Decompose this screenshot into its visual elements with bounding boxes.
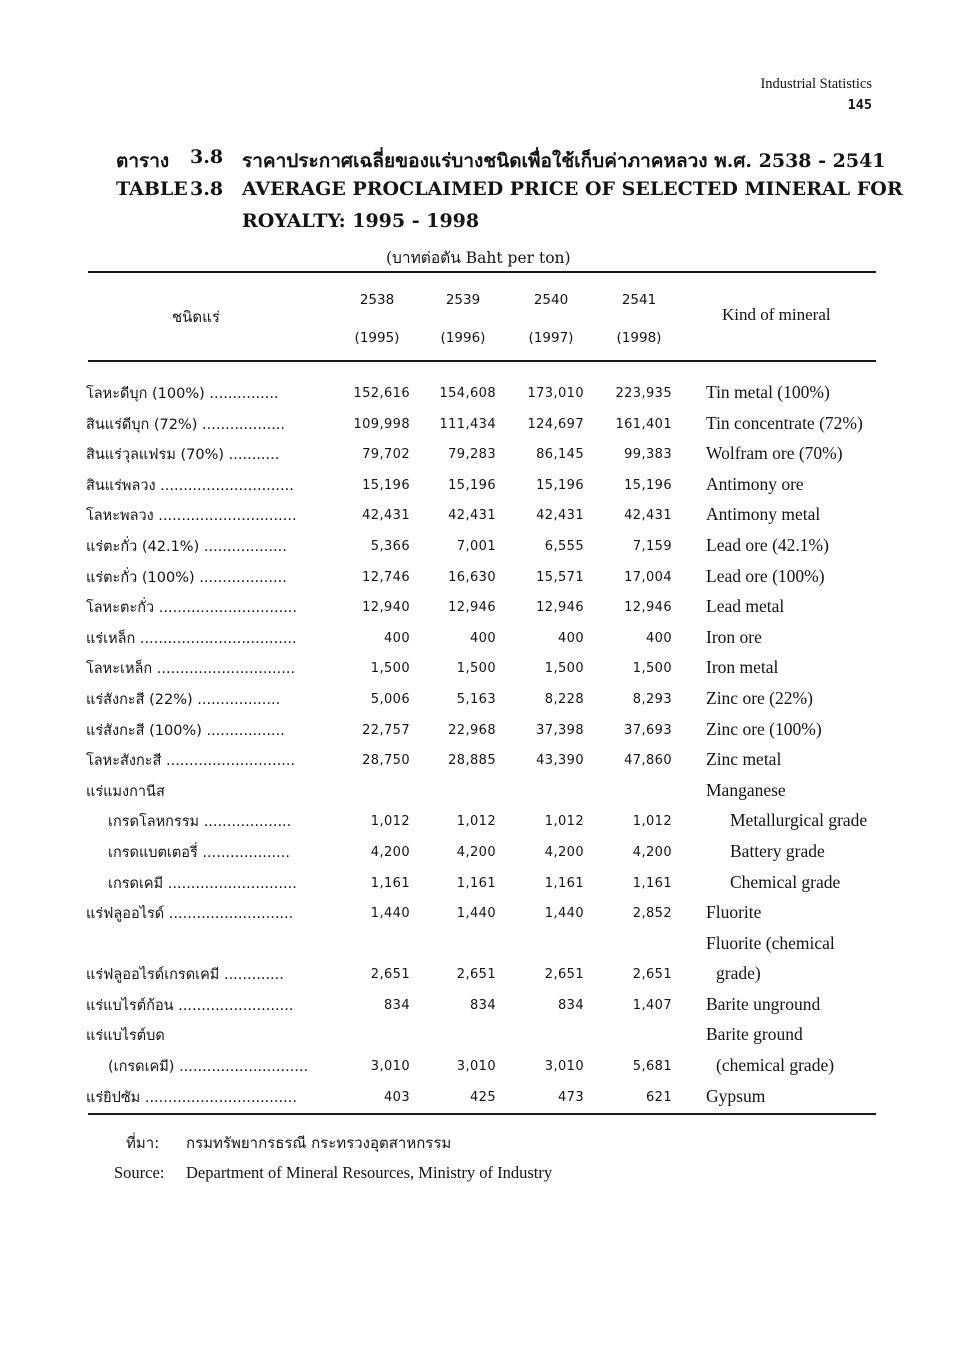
- price-cell: 5,006: [370, 691, 410, 707]
- row-label-thai: โลหะพลวง ..............................: [86, 508, 297, 525]
- source-eng-label: Source:: [114, 1163, 165, 1182]
- price-cell: 4,200: [370, 844, 410, 860]
- table-row: [0, 500, 966, 531]
- page-number: 145: [847, 97, 872, 113]
- table-row: [0, 715, 966, 746]
- row-label-eng: Wolfram ore (70%): [706, 443, 843, 464]
- table-row: [0, 439, 966, 470]
- table-row: [0, 1082, 966, 1113]
- table-row: [0, 623, 966, 654]
- row-label-thai: แร่สังกะสี (100%) .................: [86, 722, 285, 739]
- price-cell: 2,852: [632, 906, 672, 922]
- price-cell: 8,228: [544, 691, 584, 707]
- price-cell: 1,012: [370, 814, 410, 830]
- table-row: [0, 1051, 966, 1082]
- table-top-rule: [88, 271, 876, 273]
- caption-eng-title-line1: AVERAGE PROCLAIMED PRICE OF SELECTED MINERAL FOR: [242, 178, 903, 200]
- table-header-rule: [88, 360, 876, 362]
- price-cell: 15,196: [624, 477, 672, 493]
- row-label-eng: Zinc metal: [706, 749, 782, 770]
- row-label-eng: Iron ore: [706, 626, 762, 647]
- row-label-eng: Zinc ore (100%): [706, 718, 822, 739]
- price-cell: 124,697: [527, 416, 584, 432]
- column-header-year-ce: (1997): [528, 330, 574, 346]
- column-header-year-ce: (1996): [440, 330, 486, 346]
- price-cell: 43,390: [536, 753, 584, 769]
- table-row: [0, 868, 966, 899]
- price-cell: 47,860: [624, 753, 672, 769]
- table-row: [0, 684, 966, 715]
- table-row: [0, 959, 966, 990]
- row-label-eng: Metallurgical grade: [730, 810, 868, 831]
- caption-eng-title-line2: ROYALTY: 1995 - 1998: [242, 210, 480, 232]
- price-cell: 99,383: [624, 447, 672, 463]
- row-label-eng: Zinc ore (22%): [706, 687, 813, 708]
- caption-thai-title: ราคาประกาศเฉลี่ยของแร่บางชนิดเพื่อใช้เก็บค่าภาคหลวง พ.ศ. 2538 - 2541: [242, 150, 886, 172]
- price-cell: 161,401: [615, 416, 672, 432]
- table-row: [0, 1020, 966, 1051]
- price-cell: 8,293: [632, 691, 672, 707]
- price-cell: 7,159: [632, 538, 672, 554]
- price-cell: 28,750: [362, 753, 410, 769]
- price-cell: 473: [557, 1089, 584, 1105]
- price-cell: 42,431: [448, 508, 496, 524]
- row-label-thai: แร่ตะกั่ว (100%) ...................: [86, 569, 287, 586]
- column-header-year-be: 2538: [359, 292, 395, 308]
- price-cell: 3,010: [544, 1059, 584, 1075]
- price-cell: 3,010: [456, 1059, 496, 1075]
- price-cell: 173,010: [527, 386, 584, 401]
- price-cell: 400: [469, 630, 496, 646]
- price-cell: 1,500: [632, 661, 672, 677]
- row-label-eng: Fluorite (chemical: [706, 932, 835, 953]
- caption-thai-number: 3.8: [190, 146, 224, 168]
- row-label-eng: Antimony metal: [706, 504, 821, 525]
- price-cell: 12,946: [448, 600, 496, 616]
- price-cell: 1,440: [370, 906, 410, 922]
- price-cell: 1,407: [632, 997, 672, 1013]
- price-cell: 42,431: [624, 508, 672, 524]
- row-label-thai: แร่แบไรต์บด: [86, 1028, 165, 1045]
- price-cell: 1,161: [370, 875, 410, 891]
- row-label-eng: Iron metal: [706, 657, 779, 678]
- table-row: [0, 929, 966, 960]
- price-cell: 834: [557, 997, 584, 1013]
- row-label-eng: Tin concentrate (72%): [706, 412, 863, 433]
- row-label-thai: (เกรดเคมี) ............................: [108, 1059, 308, 1076]
- row-label-thai: แร่ฟลูออไรด์ ...........................: [86, 906, 294, 923]
- price-cell: 15,196: [362, 477, 410, 493]
- price-cell: 17,004: [624, 569, 672, 585]
- table-row: [0, 531, 966, 562]
- row-label-thai: เกรดแบตเตอรี่ ...................: [108, 844, 290, 861]
- price-cell: 37,693: [624, 722, 672, 738]
- row-label-eng: Battery grade: [730, 840, 825, 861]
- price-cell: 403: [383, 1089, 410, 1105]
- price-cell: 12,946: [624, 600, 672, 616]
- price-cell: 1,500: [544, 661, 584, 677]
- table-row: [0, 653, 966, 684]
- price-cell: 834: [383, 997, 410, 1013]
- price-cell: 1,161: [632, 875, 672, 891]
- table-row: [0, 898, 966, 929]
- price-cell: 5,681: [632, 1059, 672, 1075]
- row-label-thai: แร่เหล็ก ..................................: [86, 630, 297, 647]
- row-label-thai: แร่แมงกานีส: [86, 783, 165, 800]
- price-cell: 400: [557, 630, 584, 646]
- price-cell: 1,440: [544, 906, 584, 922]
- price-cell: 5,366: [370, 538, 410, 554]
- column-header-year-be: 2539: [445, 292, 481, 308]
- row-label-thai: สินแร่วุลแฟรม (70%) ...........: [86, 447, 280, 464]
- row-label-eng: Lead ore (100%): [706, 565, 825, 586]
- table-row: [0, 745, 966, 776]
- table-row: [0, 378, 966, 409]
- column-header-eng-kind: Kind of mineral: [722, 305, 831, 324]
- row-label-eng: Lead ore (42.1%): [706, 534, 829, 555]
- price-cell: 400: [383, 630, 410, 646]
- row-label-thai: แร่ยิปซัม .................................: [86, 1089, 297, 1106]
- source-eng-text: Department of Mineral Resources, Ministry of Industry: [186, 1163, 553, 1182]
- row-label-thai: แร่ตะกั่ว (42.1%) ..................: [86, 538, 287, 555]
- price-cell: 7,001: [456, 538, 496, 554]
- price-cell: 154,608: [439, 386, 496, 401]
- table-bottom-rule: [88, 1113, 876, 1115]
- price-cell: 1,161: [544, 875, 584, 891]
- price-cell: 16,630: [448, 569, 496, 585]
- price-cell: 621: [645, 1089, 672, 1105]
- table-row: [0, 409, 966, 440]
- row-label-eng: Fluorite: [706, 902, 762, 923]
- column-header-year-be: 2540: [533, 292, 569, 308]
- price-cell: 15,196: [448, 477, 496, 493]
- price-cell: 42,431: [536, 508, 584, 524]
- column-header-thai-kind: ชนิดแร่: [172, 308, 220, 326]
- price-cell: 22,757: [362, 722, 410, 738]
- price-cell: 4,200: [632, 844, 672, 860]
- price-cell: 1,012: [544, 814, 584, 830]
- column-header-year-be: 2541: [621, 292, 657, 308]
- price-cell: 28,885: [448, 753, 496, 769]
- row-label-eng: Chemical grade: [730, 871, 841, 892]
- price-cell: 1,012: [456, 814, 496, 830]
- price-cell: 425: [469, 1089, 496, 1105]
- price-cell: 111,434: [439, 416, 496, 432]
- price-cell: 22,968: [448, 722, 496, 738]
- table-row: [0, 470, 966, 501]
- row-label-thai: เกรดเคมี ............................: [108, 875, 297, 892]
- row-label-thai: โลหะดีบุก (100%) ...............: [86, 386, 279, 402]
- source-thai-label: ที่มา:: [126, 1134, 160, 1152]
- price-cell: 1,500: [370, 661, 410, 677]
- unit-label: (บาทต่อตัน Baht per ton): [386, 249, 571, 267]
- row-label-eng: (chemical grade): [716, 1055, 835, 1076]
- row-label-eng: Lead metal: [706, 596, 785, 617]
- price-cell: 42,431: [362, 508, 410, 524]
- row-label-eng: Manganese: [706, 779, 786, 800]
- table-row: [0, 990, 966, 1021]
- price-cell: 15,571: [536, 569, 584, 585]
- price-cell: 1,440: [456, 906, 496, 922]
- table-row: [0, 776, 966, 807]
- row-label-thai: โลหะสังกะสี ............................: [86, 753, 296, 770]
- price-cell: 1,500: [456, 661, 496, 677]
- price-cell: 12,946: [536, 600, 584, 616]
- row-label-thai: แร่แบไรต์ก้อน .........................: [86, 997, 294, 1014]
- price-cell: 834: [469, 997, 496, 1013]
- price-cell: 6,555: [544, 538, 584, 554]
- row-label-eng: Barite unground: [706, 993, 821, 1014]
- price-cell: 152,616: [353, 386, 410, 401]
- price-cell: 223,935: [615, 386, 672, 401]
- price-cell: 109,998: [353, 416, 410, 432]
- table-row: [0, 806, 966, 837]
- price-cell: 86,145: [536, 447, 584, 463]
- row-label-eng: Barite ground: [706, 1024, 803, 1045]
- row-label-thai: โลหะเหล็ก ..............................: [86, 661, 296, 678]
- price-cell: 1,012: [632, 814, 672, 830]
- row-label-thai: สินแร่พลวง .............................: [86, 477, 294, 494]
- price-cell: 2,651: [544, 967, 584, 983]
- source-thai-text: กรมทรัพยากรธรณี กระทรวงอุตสาหกรรม: [186, 1134, 452, 1152]
- price-cell: 12,940: [362, 600, 410, 616]
- price-cell: 37,398: [536, 722, 584, 738]
- row-label-thai: แร่สังกะสี (22%) ..................: [86, 691, 281, 708]
- row-label-eng: Tin metal (100%): [706, 382, 830, 402]
- price-cell: 12,746: [362, 569, 410, 585]
- price-cell: 2,651: [370, 967, 410, 983]
- column-header-year-ce: (1998): [616, 330, 662, 346]
- table-row: [0, 562, 966, 593]
- row-label-thai: เกรดโลหกรรม ...................: [108, 814, 292, 831]
- price-cell: 79,283: [448, 447, 496, 463]
- row-label-thai: สินแร่ดีบุก (72%) ..................: [86, 416, 286, 433]
- table-row: [0, 837, 966, 868]
- table-body: [0, 378, 966, 1112]
- price-cell: 400: [645, 630, 672, 646]
- price-cell: 1,161: [456, 875, 496, 891]
- price-cell: 79,702: [362, 447, 410, 463]
- table-row: [0, 592, 966, 623]
- price-cell: 2,651: [632, 967, 672, 983]
- price-cell: 3,010: [370, 1059, 410, 1075]
- price-cell: 4,200: [544, 844, 584, 860]
- row-label-eng: Antimony ore: [706, 473, 804, 494]
- row-label-eng: Gypsum: [706, 1085, 766, 1106]
- caption-eng-number: 3.8: [190, 178, 224, 200]
- price-cell: 5,163: [456, 691, 496, 707]
- price-cell: 2,651: [456, 967, 496, 983]
- column-header-year-ce: (1995): [354, 330, 400, 346]
- section-title: Industrial Statistics: [760, 76, 872, 92]
- caption-eng-label: TABLE: [116, 178, 188, 200]
- row-label-thai: โลหะตะกั่ว ..............................: [86, 600, 298, 617]
- price-cell: 4,200: [456, 844, 496, 860]
- row-label-thai: แร่ฟลูออไรด์เกรดเคมี .............: [86, 967, 284, 984]
- caption-thai-label: ตาราง: [116, 150, 170, 172]
- row-label-eng: grade): [716, 963, 761, 984]
- price-cell: 15,196: [536, 477, 584, 493]
